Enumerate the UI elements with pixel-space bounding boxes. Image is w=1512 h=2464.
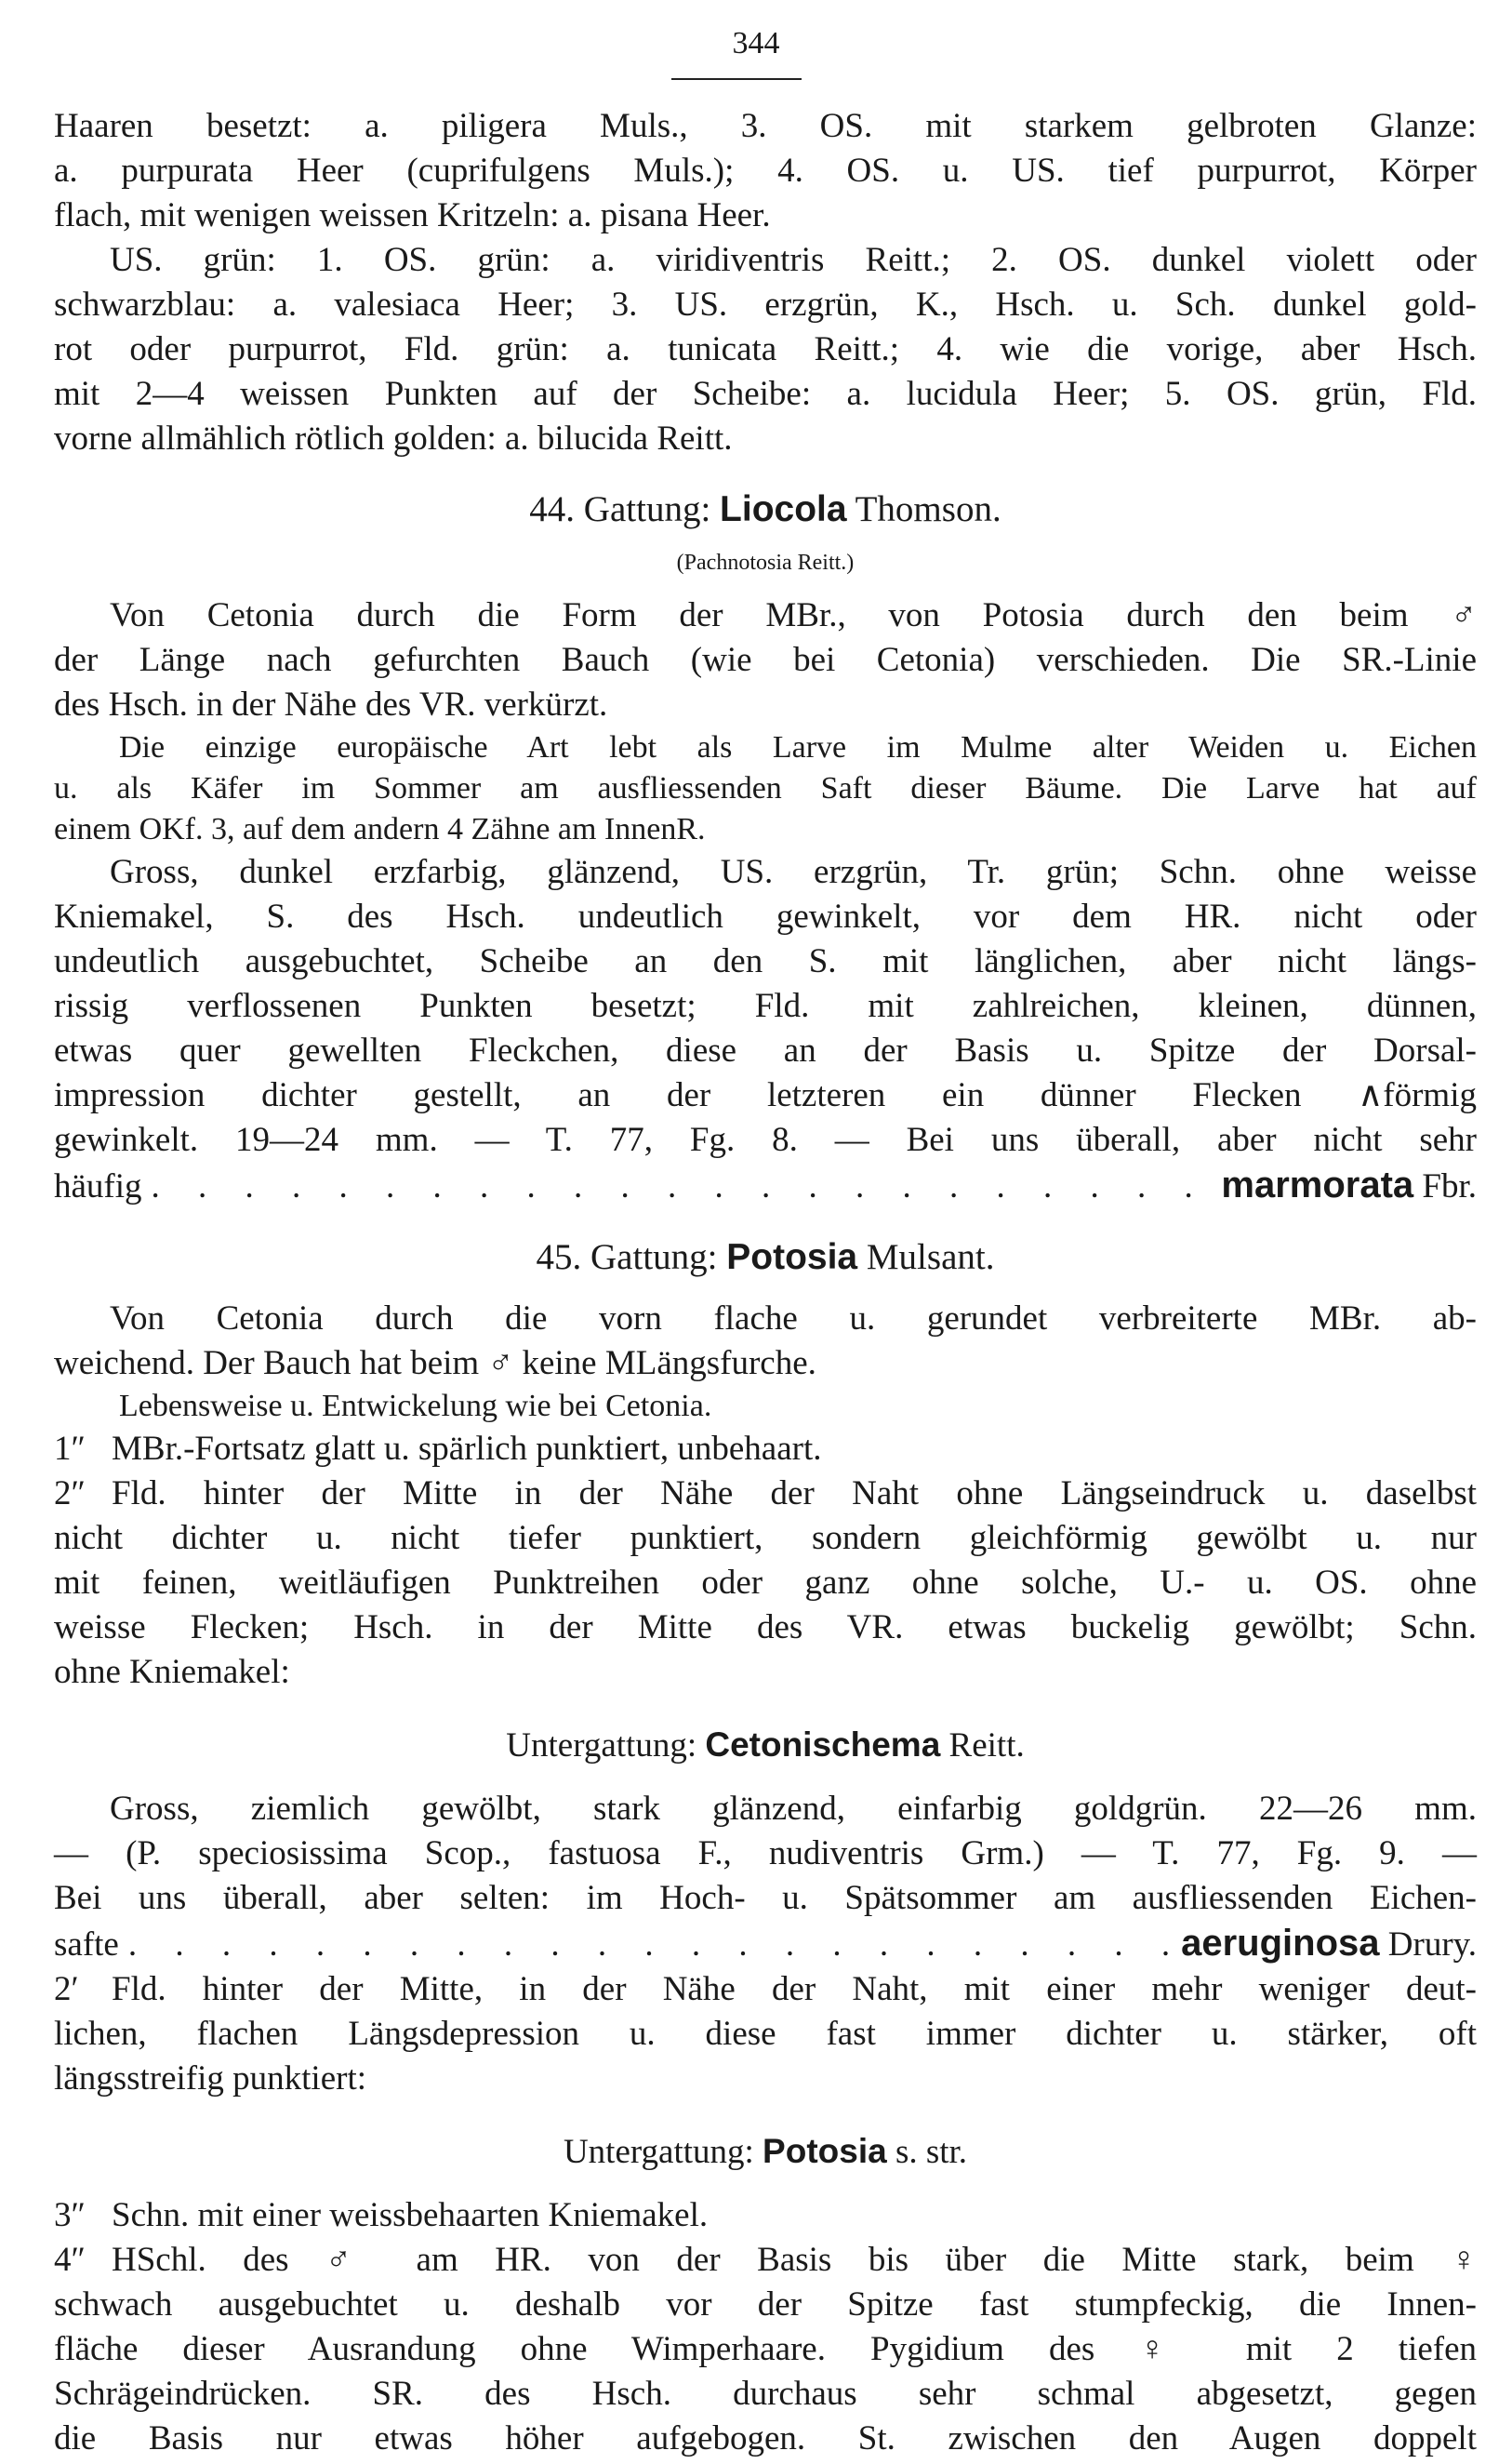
text-line: mit feinen, weitläufigen Punktreihen oder ganz ohne solche, U.- u. OS. ohne bbox=[54, 1564, 1477, 1602]
text-line: der Länge nach gefurchten Bauch (wie bei Cetonia) verschieden. Die SR.-Linie bbox=[54, 641, 1477, 679]
text-line: Schn. mit einer weissbehaarten Kniemakel. bbox=[112, 2196, 709, 2234]
species-name: aeruginosa bbox=[1181, 1923, 1380, 1964]
key-couplet-1 bbox=[54, 1427, 1477, 1472]
text-line: schwach ausgebuchtet u. deshalb vor der Spitze fast stumpfeckig, die Innen- bbox=[54, 2285, 1477, 2324]
species-author: Drury. bbox=[1387, 1925, 1477, 1964]
species-line bbox=[54, 1921, 1477, 1967]
species-name: marmorata bbox=[1221, 1165, 1414, 1205]
text-line: fläche dieser Ausrandung ohne Wimperhaare. Pygidium des ♀ mit 2 tiefen bbox=[54, 2330, 1477, 2368]
subgenus-heading bbox=[54, 2129, 1477, 2175]
text-line: weisse Flecken; Hsch. in der Mitte des VR. etwas buckelig gewölbt; Schn. bbox=[54, 1608, 1477, 1646]
page-number: 344 bbox=[732, 26, 780, 60]
text-line: US. grün: 1. OS. grün: a. viridiventris Reitt.; 2. OS. dunkel violett oder bbox=[110, 241, 1477, 279]
text-line: Haaren besetzt: a. piligera Muls., 3. OS. mit starkem gelbroten Glanze: bbox=[54, 107, 1477, 145]
species-line bbox=[54, 1163, 1477, 1209]
genus-heading-45 bbox=[54, 1235, 1477, 1280]
page-number-rule bbox=[671, 78, 802, 80]
text-line: des Hsch. in der Nähe des VR. verkürzt. bbox=[54, 686, 608, 724]
text-line: u. als Käfer im Sommer am ausfliessenden Saft dieser Bäume. Die Larve hat auf bbox=[54, 771, 1477, 806]
key-couplet-2 bbox=[54, 1472, 1477, 1516]
species-lead-text: häufig bbox=[54, 1167, 142, 1205]
text-line: etwas quer gewellten Fleckchen, diese an der Basis u. Spitze der Dorsal- bbox=[54, 1032, 1477, 1070]
biology-note bbox=[54, 727, 1477, 850]
text-line: Bei uns überall, aber selten: im Hoch- u. Spätsommer am ausfliessenden Eichen- bbox=[54, 1879, 1477, 1917]
text-line: impression dichter gestellt, an der letzteren ein dünner Flecken ∧förmig bbox=[54, 1076, 1477, 1114]
leader-dots bbox=[142, 1165, 1222, 1209]
page-content bbox=[54, 104, 1477, 2461]
text-line: undeutlich ausgebuchtet, Scheibe an den S. mit länglichen, aber nicht längs- bbox=[54, 942, 1477, 980]
text-line: nicht dichter u. nicht tiefer punktiert, sondern gleichförmig gewölbt u. nur bbox=[54, 1519, 1477, 1557]
key-number: 1″ bbox=[54, 1430, 86, 1468]
text-line: Die einzige europäische Art lebt als Larve im Mulme alter Weiden u. Eichen bbox=[119, 730, 1477, 765]
genus-prefix: 45. Gattung: bbox=[536, 1237, 718, 1277]
genus-synonym: (Pachnotosia Reitt.) bbox=[676, 551, 855, 575]
genus-author: Mulsant. bbox=[866, 1237, 995, 1277]
text-line: schwarzblau: a. valesiaca Heer; 3. US. erzgrün, K., Hsch. u. Sch. dunkel gold- bbox=[54, 286, 1477, 324]
text-line: HSchl. des ♂ am HR. von der Basis bis über die Mitte stark, beim ♀ bbox=[112, 2241, 1477, 2279]
text-line: rissig verflossenen Punkten besetzt; Fld. mit zahlreichen, kleinen, dünnen, bbox=[54, 987, 1477, 1025]
text-line: mit 2—4 weissen Punkten auf der Scheibe: a. lucidula Heer; 5. OS. grün, Fld. bbox=[54, 375, 1477, 413]
species-lead-text: safte bbox=[54, 1925, 119, 1964]
subgenus-prefix: Untergattung: bbox=[506, 1726, 697, 1765]
genus-name: Potosia bbox=[726, 1237, 858, 1277]
text-line: lichen, flachen Längsdepression u. diese fast immer dichter u. stärker, oft bbox=[54, 2015, 1477, 2053]
key-number: 4″ bbox=[54, 2241, 86, 2279]
genus-author: Thomson. bbox=[855, 489, 1001, 529]
intro-block bbox=[54, 104, 1477, 461]
subgenus-heading bbox=[54, 1723, 1477, 1768]
text-line: Kniemakel, S. des Hsch. undeutlich gewinkelt, vor dem HR. nicht oder bbox=[54, 898, 1477, 936]
text-line: Gross, ziemlich gewölbt, stark glänzend, einfarbig goldgrün. 22—26 mm. bbox=[110, 1790, 1477, 1828]
key-number: 2′ bbox=[54, 1970, 79, 2008]
text-line: gewinkelt. 19—24 mm. — T. 77, Fg. 8. — Bei uns überall, aber nicht sehr bbox=[54, 1121, 1477, 1159]
text-line: Fld. hinter der Mitte, in der Nähe der Naht, mit einer mehr weniger deut- bbox=[112, 1970, 1477, 2008]
text-line: Schrägeindrücken. SR. des Hsch. durchaus sehr schmal abgesetzt, gegen bbox=[54, 2375, 1477, 2413]
text-line: a. purpurata Heer (cuprifulgens Muls.); 4. OS. u. US. tief purpurrot, Körper bbox=[54, 152, 1477, 190]
text-line: einem OKf. 3, auf dem andern 4 Zähne am InnenR. bbox=[54, 812, 706, 846]
subgenus-name: Cetonischema bbox=[705, 1725, 941, 1764]
key-couplet-3 bbox=[54, 2193, 1477, 2238]
text-line: MBr.-Fortsatz glatt u. spärlich punktiert, unbehaart. bbox=[112, 1430, 822, 1468]
species-description bbox=[54, 850, 1477, 1209]
biology-note: Lebensweise u. Entwickelung wie bei Cetonia. bbox=[119, 1389, 712, 1423]
text-line: die Basis nur etwas höher aufgebogen. St. zwischen den Augen doppelt bbox=[54, 2419, 1477, 2457]
text-line: — (P. speciosissima Scop., fastuosa F., nudiventris Grm.) — T. 77, Fg. 9. — bbox=[54, 1834, 1477, 1872]
subgenus-author: s. str. bbox=[895, 2133, 968, 2171]
text-line: Von Cetonia durch die Form der MBr., von Potosia durch den beim ♂ bbox=[110, 596, 1477, 634]
subgenus-prefix: Untergattung: bbox=[563, 2133, 754, 2171]
text-line: Fld. hinter der Mitte in der Nähe der Naht ohne Längseindruck u. daselbst bbox=[112, 1474, 1477, 1512]
key-number: 3″ bbox=[54, 2196, 86, 2234]
text-line: weichend. Der Bauch hat beim ♂ keine MLängsfurche. bbox=[54, 1344, 816, 1382]
key-couplet-4 bbox=[54, 2238, 1477, 2283]
text-line: rot oder purpurrot, Fld. grün: a. tunicata Reitt.; 4. wie die vorige, aber Hsch. bbox=[54, 330, 1477, 368]
text-line: Gross, dunkel erzfarbig, glänzend, US. erzgrün, Tr. grün; Schn. ohne weisse bbox=[110, 853, 1477, 891]
subgenus-author: Reitt. bbox=[948, 1726, 1025, 1765]
text-line: ohne Kniemakel: bbox=[54, 1653, 290, 1691]
text-line: flach, mit wenigen weissen Kritzeln: a. pisana Heer. bbox=[54, 196, 771, 234]
genus-heading-44 bbox=[54, 487, 1477, 532]
text-line: vorne allmählich rötlich golden: a. bilucida Reitt. bbox=[54, 420, 733, 458]
species-author: Fbr. bbox=[1422, 1167, 1477, 1205]
text-line: längsstreifig punktiert: bbox=[54, 2059, 367, 2098]
key-number: 2″ bbox=[54, 1474, 86, 1512]
genus-prefix: 44. Gattung: bbox=[529, 489, 711, 529]
leader-dots bbox=[119, 1923, 1181, 1967]
key-couplet-2-alt bbox=[54, 1967, 1477, 2012]
genus-name: Liocola bbox=[720, 489, 847, 529]
text-line: Von Cetonia durch die vorn flache u. gerundet verbreiterte MBr. ab- bbox=[110, 1299, 1477, 1338]
subgenus-name: Potosia bbox=[763, 2132, 887, 2170]
